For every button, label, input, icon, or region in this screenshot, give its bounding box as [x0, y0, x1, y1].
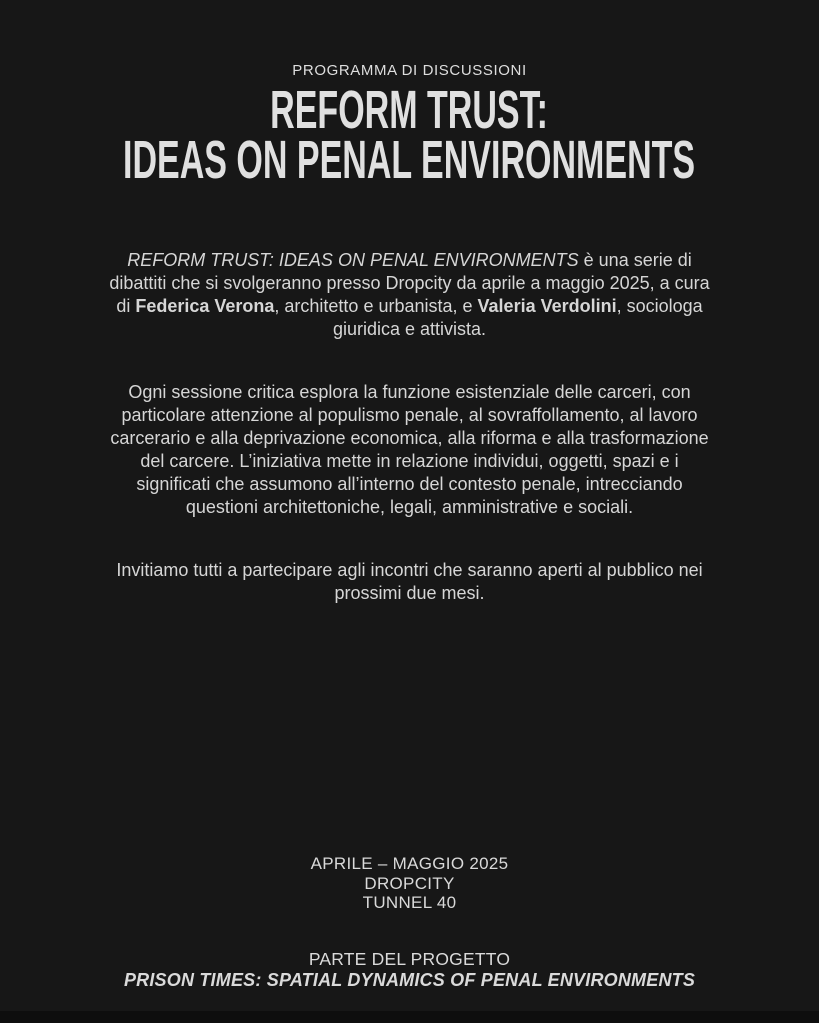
description-paragraph: Ogni sessione critica esplora la funzione esistenziale delle carceri, con particolare attenzione al populismo penale, al sovraffollamento, al lavoro carcerario e alla deprivazione economica, alla riforma e alla trasformazione del carcere. L’iniziativa mette in relazione individui, oggetti, spazi e i significati che assumono all’interno del contesto penale, intrecciando questioni architettoniche, legali, amministrative e sociali.: [110, 382, 709, 517]
intro-text-3: , sociologa giuridica e attivista.: [332, 296, 703, 339]
intro-text-2: , architetto e urbanista, e: [274, 296, 478, 316]
venue-tunnel: TUNNEL 40: [362, 893, 457, 912]
curator-2: Valeria Verdolini: [477, 296, 617, 316]
project-title: PRISON TIMES: SPATIAL DYNAMICS OF PENAL ENVIRONMENTS: [123, 970, 696, 990]
event-dates: APRILE – MAGGIO 2025: [310, 854, 509, 873]
title-line-2: IDEAS ON PENAL ENVIRONMENTS: [123, 130, 696, 190]
intro-paragraph: [103, 249, 717, 341]
bottom-edge-strip: [0, 1011, 819, 1023]
project-label: PARTE DEL PROGETTO: [308, 948, 511, 969]
poster-title: [0, 80, 819, 190]
program-kicker: PROGRAMMA DI DISCUSSIONI: [292, 62, 527, 79]
venue-name: DROPCITY: [364, 873, 455, 893]
title-line-1: REFORM TRUST:: [270, 80, 549, 140]
curator-1: Federica Verona: [135, 296, 275, 316]
project-block: [124, 949, 695, 992]
intro-text-1: è una serie di dibattiti che si svolgeranno presso Dropcity da aprile a maggio 2025, a cura di: [109, 250, 710, 316]
invitation-paragraph: Invitiamo tutti a partecipare agli incontri che saranno aperti al pubblico nei prossimi due mesi.: [116, 560, 703, 603]
series-title-italic: REFORM TRUST: IDEAS ON PENAL ENVIRONMENTS: [127, 250, 579, 270]
event-block: [311, 854, 509, 913]
